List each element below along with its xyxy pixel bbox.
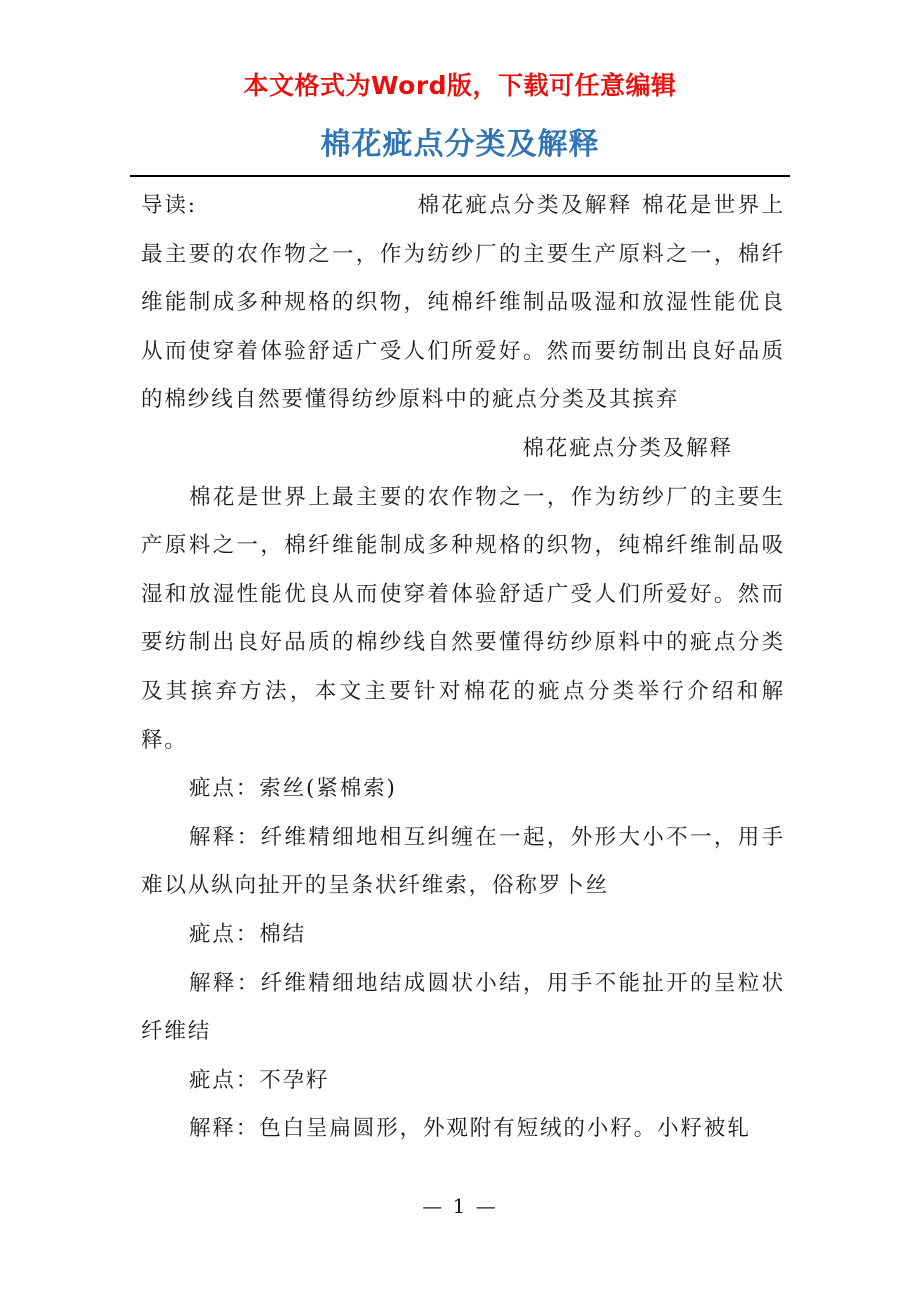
defect-label: 疵点：索丝(紧棉索) — [189, 776, 397, 802]
defect-label: 疵点：不孕籽 — [189, 1067, 330, 1093]
intro-paragraph: 棉花是世界上最主要的农作物之一，作为纺纱厂的主要生产原料之一，棉纤维能制成多种规格的织物，纯棉纤维制品吸湿和放湿性能优良从而使穿着体验舒适广受人们所爱好。然而要纺制出良好品质的棉纱线自然要懂得纺纱原料中的疵点分类及其摈弃方法，本文主要针对棉花的疵点分类举行介绍和解释。 — [141, 484, 785, 753]
defect-explanation: 解释：色白呈扁圆形，外观附有短绒的小籽。小籽被轧 — [189, 1116, 751, 1142]
section-subtitle: 棉花疵点分类及解释 — [522, 435, 733, 461]
defect-label: 疵点：棉结 — [189, 921, 307, 947]
lead-label: 导读: — [141, 193, 197, 218]
format-notice-banner: 本文格式为Word版，下载可任意编辑 — [243, 71, 677, 100]
title-divider — [130, 175, 790, 177]
defect-explanation: 解释：纤维精细地结成圆状小结，用手不能扯开的呈粒状纤维结 — [141, 970, 785, 1045]
document-body — [141, 182, 785, 1154]
document-title: 棉花疵点分类及解释 — [320, 127, 600, 162]
lead-text: 棉花疵点分类及解释 棉花是世界上最主要的农作物之一，作为纺纱厂的主要生产原料之一，棉纤维能制成多种规格的织物，纯棉纤维制品吸湿和放湿性能优良从而使穿着体验舒适广受人们所爱好。然而要纺制出良好品质的棉纱线自然要懂得纺纱原料中的疵点分类及其摈弃 — [141, 193, 785, 413]
defect-explanation: 解释：纤维精细地相互纠缠在一起，外形大小不一，用手难以从纵向扯开的呈条状纤维索，俗称罗卜丝 — [141, 824, 785, 899]
page-number: — 1 — — [422, 1194, 498, 1218]
lead-paragraph — [141, 182, 785, 425]
